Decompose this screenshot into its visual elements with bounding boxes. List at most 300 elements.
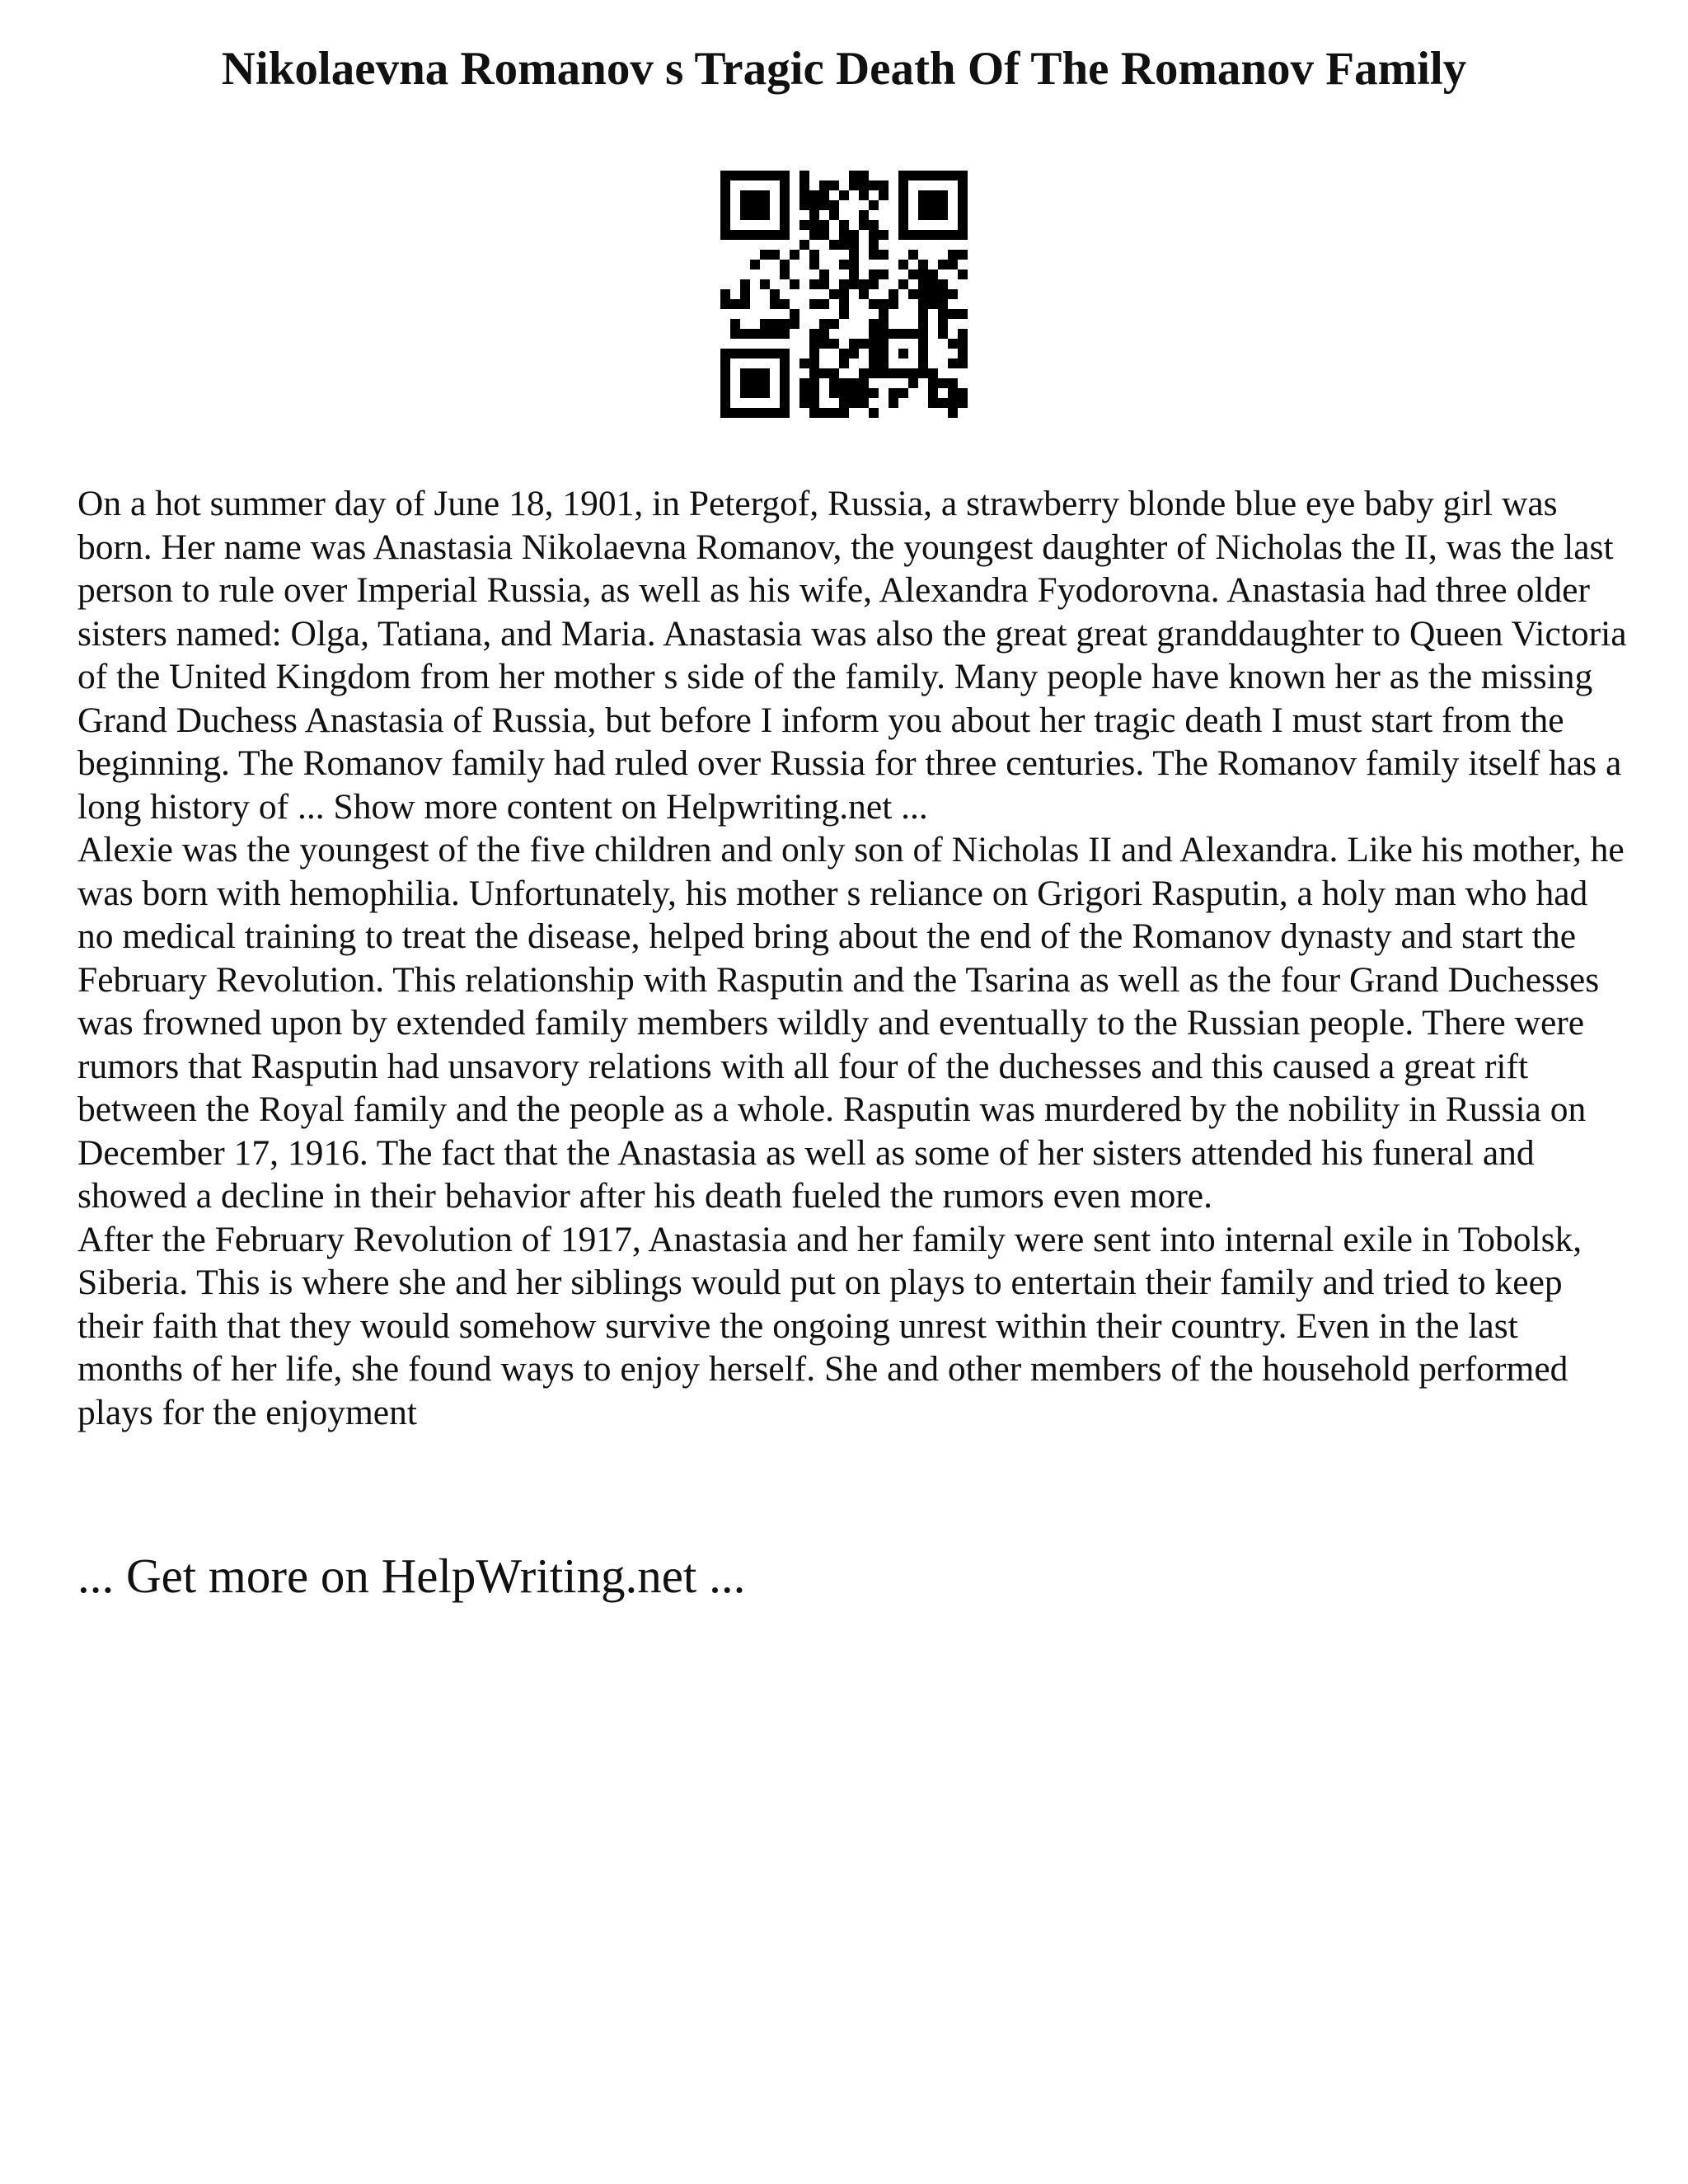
qr-module bbox=[928, 398, 938, 408]
qr-module bbox=[849, 398, 859, 408]
qr-module bbox=[780, 349, 790, 359]
qr-module bbox=[780, 210, 790, 220]
qr-module bbox=[918, 339, 928, 349]
qr-module bbox=[948, 250, 958, 260]
qr-module bbox=[760, 171, 770, 180]
qr-module bbox=[809, 398, 819, 408]
qr-module bbox=[839, 398, 849, 408]
qr-module bbox=[928, 269, 938, 279]
qr-module bbox=[928, 200, 938, 210]
qr-module bbox=[780, 359, 790, 368]
qr-module bbox=[869, 359, 879, 368]
paragraph-3: After the February Revolution of 1917, Anastasia and her family were sent into internal exile in Tobolsk, Siberia. This is where she and her siblings would put on plays to entertain their family and tried to keep their faith that they would somehow survive the ongoing unrest within their country. Even in the last months of her life, she found ways to enjoy herself. She and other members of the household performed plays for the enjoyment bbox=[77, 1219, 1582, 1432]
qr-module bbox=[908, 269, 918, 279]
qr-module bbox=[760, 279, 770, 289]
qr-module bbox=[898, 260, 908, 269]
qr-module bbox=[809, 408, 819, 418]
qr-module bbox=[869, 299, 879, 309]
qr-module bbox=[859, 210, 869, 220]
qr-module bbox=[720, 368, 730, 378]
qr-module bbox=[879, 299, 889, 309]
qr-module bbox=[829, 378, 839, 388]
qr-module bbox=[780, 408, 790, 418]
qr-module bbox=[859, 368, 869, 378]
qr-module bbox=[869, 319, 879, 329]
qr-module bbox=[879, 329, 889, 339]
qr-module bbox=[819, 339, 829, 349]
get-more-link[interactable]: ... Get more on HelpWriting.net ... bbox=[77, 1549, 746, 1603]
qr-module bbox=[928, 378, 938, 388]
qr-module bbox=[780, 388, 790, 398]
qr-module bbox=[809, 299, 819, 309]
qr-module bbox=[898, 279, 908, 289]
qr-module bbox=[958, 349, 968, 359]
qr-module bbox=[809, 368, 819, 378]
qr-module bbox=[948, 408, 958, 418]
qr-module bbox=[898, 230, 908, 240]
qr-module bbox=[750, 260, 760, 269]
qr-module bbox=[849, 180, 859, 190]
qr-module bbox=[780, 329, 790, 339]
qr-module bbox=[819, 329, 829, 339]
qr-module bbox=[869, 200, 879, 210]
qr-module bbox=[770, 171, 780, 180]
qr-module bbox=[809, 279, 819, 289]
qr-module bbox=[958, 200, 968, 210]
qr-module bbox=[928, 210, 938, 220]
qr-module bbox=[720, 378, 730, 388]
qr-module bbox=[938, 289, 948, 299]
qr-module bbox=[720, 210, 730, 220]
qr-module bbox=[740, 171, 750, 180]
qr-module bbox=[859, 339, 869, 349]
qr-module bbox=[879, 359, 889, 368]
qr-module bbox=[809, 339, 819, 349]
qr-module bbox=[859, 190, 869, 200]
qr-module bbox=[780, 230, 790, 240]
qr-module bbox=[819, 180, 829, 190]
qr-module bbox=[928, 368, 938, 378]
qr-module bbox=[760, 329, 770, 339]
qr-module bbox=[799, 378, 809, 388]
qr-module bbox=[750, 408, 760, 418]
qr-module bbox=[809, 329, 819, 339]
qr-module bbox=[918, 349, 928, 359]
qr-module bbox=[928, 190, 938, 200]
qr-module bbox=[849, 378, 859, 388]
qr-module bbox=[720, 171, 730, 180]
qr-module bbox=[908, 230, 918, 240]
qr-module bbox=[829, 368, 839, 378]
qr-module bbox=[869, 220, 879, 230]
qr-module bbox=[898, 210, 908, 220]
qr-module bbox=[889, 388, 898, 398]
qr-module bbox=[809, 388, 819, 398]
qr-module bbox=[879, 230, 889, 240]
qr-module bbox=[869, 279, 879, 289]
qr-module bbox=[869, 329, 879, 339]
qr-module bbox=[799, 180, 809, 190]
qr-module bbox=[958, 190, 968, 200]
qr-module bbox=[928, 279, 938, 289]
qr-module bbox=[918, 368, 928, 378]
qr-module bbox=[839, 388, 849, 398]
qr-module bbox=[829, 339, 839, 349]
qr-module bbox=[938, 230, 948, 240]
qr-module bbox=[780, 180, 790, 190]
qr-module bbox=[839, 230, 849, 240]
qr-module bbox=[938, 398, 948, 408]
qr-module bbox=[720, 349, 730, 359]
qr-module bbox=[948, 339, 958, 349]
qr-module bbox=[829, 388, 839, 398]
qr-code-icon[interactable] bbox=[720, 171, 968, 418]
qr-module bbox=[799, 220, 809, 230]
qr-module bbox=[740, 388, 750, 398]
qr-module bbox=[740, 230, 750, 240]
qr-module bbox=[958, 309, 968, 319]
qr-module bbox=[948, 309, 958, 319]
qr-module bbox=[720, 200, 730, 210]
qr-module bbox=[720, 190, 730, 200]
qr-module bbox=[839, 359, 849, 368]
qr-module bbox=[740, 200, 750, 210]
qr-module bbox=[898, 329, 908, 339]
qr-module bbox=[869, 408, 879, 418]
qr-module bbox=[958, 210, 968, 220]
qr-module bbox=[730, 329, 740, 339]
qr-module bbox=[948, 359, 958, 368]
qr-module bbox=[780, 171, 790, 180]
qr-module bbox=[839, 190, 849, 200]
qr-module bbox=[918, 289, 928, 299]
qr-module bbox=[859, 171, 869, 180]
qr-module bbox=[770, 230, 780, 240]
qr-module bbox=[720, 180, 730, 190]
qr-module bbox=[740, 279, 750, 289]
qr-module bbox=[819, 230, 829, 240]
qr-module bbox=[740, 378, 750, 388]
document-title: Nikolaevna Romanov s Tragic Death Of The Romanov Family bbox=[221, 43, 1467, 95]
qr-module bbox=[750, 329, 760, 339]
qr-module bbox=[799, 200, 809, 210]
qr-module bbox=[839, 309, 849, 319]
qr-module bbox=[750, 378, 760, 388]
qr-module bbox=[879, 319, 889, 329]
qr-module bbox=[839, 349, 849, 359]
qr-module bbox=[898, 368, 908, 378]
qr-module bbox=[859, 289, 869, 299]
qr-module bbox=[770, 349, 780, 359]
qr-module bbox=[918, 329, 928, 339]
qr-module bbox=[760, 230, 770, 240]
qr-module bbox=[730, 319, 740, 329]
qr-module bbox=[889, 329, 898, 339]
qr-module bbox=[958, 220, 968, 230]
qr-module bbox=[849, 388, 859, 398]
qr-module bbox=[898, 200, 908, 210]
qr-module bbox=[889, 398, 898, 408]
qr-module bbox=[819, 269, 829, 279]
qr-module bbox=[770, 250, 780, 260]
qr-module bbox=[760, 408, 770, 418]
qr-module bbox=[780, 260, 790, 269]
qr-module bbox=[720, 220, 730, 230]
qr-module bbox=[740, 368, 750, 378]
qr-module bbox=[790, 250, 799, 260]
qr-module bbox=[819, 190, 829, 200]
qr-module bbox=[889, 299, 898, 309]
qr-module bbox=[839, 299, 849, 309]
qr-module bbox=[740, 289, 750, 299]
qr-module bbox=[730, 408, 740, 418]
qr-module bbox=[780, 319, 790, 329]
qr-module bbox=[948, 388, 958, 398]
qr-module bbox=[720, 230, 730, 240]
qr-module bbox=[760, 210, 770, 220]
qr-module bbox=[780, 200, 790, 210]
qr-module bbox=[918, 260, 928, 269]
qr-module bbox=[809, 359, 819, 368]
qr-module bbox=[908, 378, 918, 388]
qr-module bbox=[730, 349, 740, 359]
qr-module bbox=[938, 190, 948, 200]
qr-module bbox=[849, 260, 859, 269]
qr-module bbox=[809, 200, 819, 210]
qr-module bbox=[780, 220, 790, 230]
qr-module bbox=[898, 388, 908, 398]
paragraph-2: Alexie was the youngest of the five children and only son of Nicholas II and Alexandra. Like his mother, he was born with hemophilia. Unfortunately, his mother s reliance on Grigori Rasputin, a holy man who had no medical training to treat the disease, helped bring about the end of the Romanov dynasty and start the February Revolution. This relationship with Rasputin and the Tsarina as well as the four Grand Duchesses was frowned upon by extended family members wildly and eventually to the Russian people. There were rumors that Rasputin had unsavory relations with all four of the duchesses and this caused a great rift between the Royal family and the people as a whole. Rasputin was murdered by the nobility in Russia on December 17, 1916. The fact that the Anastasia as well as some of her sisters attended his funeral and showed a decline in their behavior after his death fueled the rumors even more. bbox=[77, 830, 1625, 1216]
qr-module bbox=[809, 190, 819, 200]
qr-module bbox=[879, 190, 889, 200]
qr-module bbox=[720, 408, 730, 418]
qr-module bbox=[760, 319, 770, 329]
qr-module bbox=[908, 171, 918, 180]
qr-module bbox=[760, 349, 770, 359]
paragraph-1: On a hot summer day of June 18, 1901, in Petergof, Russia, a strawberry blonde blue eye baby girl was born. Her name was Anastasia Nikolaevna Romanov, the youngest daughter of Nicholas the II, was the last person to rule over Imperial Russia, as well as his wife, Alexandra Fyodorovna. Anastasia had three older sisters named: Olga, Tatiana, and Maria. Anastasia was also the great great granddaughter to Queen Victoria of the United Kingdom from her mother s side of the family. Many people have known her as the missing Grand Duchess Anastasia of Russia, but before I inform you about her tragic death I must start from the beginning. The Romanov family had ruled over Russia for three centuries. The Romanov family itself has a long history of ... Show more content on Helpwriting.net ... bbox=[77, 484, 1627, 827]
qr-module bbox=[958, 339, 968, 349]
qr-module bbox=[849, 230, 859, 240]
qr-module bbox=[938, 210, 948, 220]
qr-module bbox=[879, 368, 889, 378]
qr-module bbox=[819, 408, 829, 418]
qr-module bbox=[958, 359, 968, 368]
qr-module bbox=[879, 349, 889, 359]
qr-module bbox=[938, 319, 948, 329]
qr-module bbox=[849, 349, 859, 359]
qr-module bbox=[780, 299, 790, 309]
qr-module bbox=[730, 171, 740, 180]
qr-module bbox=[879, 309, 889, 319]
qr-module bbox=[859, 388, 869, 398]
qr-module bbox=[958, 388, 968, 398]
qr-module bbox=[958, 171, 968, 180]
qr-module bbox=[770, 408, 780, 418]
qr-module bbox=[770, 299, 780, 309]
qr-module bbox=[799, 190, 809, 200]
qr-module bbox=[948, 398, 958, 408]
qr-module bbox=[760, 200, 770, 210]
qr-module bbox=[869, 269, 879, 279]
qr-module bbox=[750, 190, 760, 200]
qr-module bbox=[869, 339, 879, 349]
qr-module bbox=[898, 349, 908, 359]
qr-module bbox=[908, 368, 918, 378]
qr-module bbox=[760, 190, 770, 200]
qr-module bbox=[829, 210, 839, 220]
qr-module bbox=[859, 398, 869, 408]
qr-module bbox=[819, 319, 829, 329]
qr-module bbox=[819, 368, 829, 378]
qr-module bbox=[750, 230, 760, 240]
qr-module bbox=[928, 388, 938, 398]
qr-module bbox=[770, 329, 780, 339]
qr-module bbox=[948, 260, 958, 269]
qr-module bbox=[948, 230, 958, 240]
qr-module bbox=[829, 180, 839, 190]
qr-module bbox=[928, 289, 938, 299]
qr-module bbox=[799, 171, 809, 180]
qr-module bbox=[898, 190, 908, 200]
qr-module bbox=[879, 269, 889, 279]
qr-module bbox=[859, 180, 869, 190]
qr-module bbox=[750, 388, 760, 398]
qr-module bbox=[918, 200, 928, 210]
qr-module bbox=[849, 339, 859, 349]
qr-module bbox=[869, 240, 879, 250]
qr-module bbox=[839, 289, 849, 299]
qr-module bbox=[918, 269, 928, 279]
qr-module bbox=[809, 260, 819, 269]
qr-module bbox=[790, 279, 799, 289]
qr-module bbox=[780, 378, 790, 388]
qr-module bbox=[938, 299, 948, 309]
qr-module bbox=[938, 171, 948, 180]
qr-module bbox=[908, 329, 918, 339]
article-body bbox=[77, 482, 1627, 1434]
qr-module bbox=[938, 200, 948, 210]
qr-module bbox=[839, 279, 849, 289]
qr-module bbox=[809, 210, 819, 220]
qr-module bbox=[849, 279, 859, 289]
qr-module bbox=[740, 349, 750, 359]
qr-module bbox=[750, 171, 760, 180]
qr-module bbox=[928, 171, 938, 180]
qr-module bbox=[790, 319, 799, 329]
qr-module bbox=[819, 279, 829, 289]
qr-module bbox=[809, 349, 819, 359]
qr-module bbox=[918, 190, 928, 200]
qr-module bbox=[918, 319, 928, 329]
qr-module bbox=[958, 269, 968, 279]
qr-module bbox=[918, 171, 928, 180]
qr-module bbox=[770, 319, 780, 329]
qr-module bbox=[869, 180, 879, 190]
qr-module bbox=[720, 398, 730, 408]
qr-module bbox=[740, 329, 750, 339]
qr-module bbox=[720, 289, 730, 299]
qr-module bbox=[799, 359, 809, 368]
qr-module bbox=[740, 210, 750, 220]
qr-module bbox=[918, 309, 928, 319]
qr-module bbox=[859, 378, 869, 388]
qr-module bbox=[918, 299, 928, 309]
qr-module bbox=[839, 378, 849, 388]
qr-code-graphic bbox=[720, 171, 968, 418]
qr-module bbox=[780, 368, 790, 378]
qr-module bbox=[849, 250, 859, 260]
qr-module bbox=[938, 378, 948, 388]
qr-module bbox=[760, 378, 770, 388]
qr-module bbox=[869, 388, 879, 398]
qr-module bbox=[849, 240, 859, 250]
qr-module bbox=[958, 398, 968, 408]
qr-module bbox=[879, 339, 889, 349]
qr-module bbox=[869, 368, 879, 378]
qr-module bbox=[740, 190, 750, 200]
qr-module bbox=[948, 289, 958, 299]
qr-module bbox=[889, 289, 898, 299]
qr-module bbox=[720, 388, 730, 398]
qr-module bbox=[948, 378, 958, 388]
qr-module bbox=[918, 230, 928, 240]
qr-module bbox=[928, 299, 938, 309]
qr-module bbox=[790, 309, 799, 319]
qr-module bbox=[869, 349, 879, 359]
qr-module bbox=[809, 220, 819, 230]
qr-module bbox=[720, 299, 730, 309]
qr-module bbox=[879, 250, 889, 260]
qr-module bbox=[809, 230, 819, 240]
qr-module bbox=[799, 398, 809, 408]
qr-module bbox=[720, 359, 730, 368]
qr-module bbox=[770, 289, 780, 299]
qr-module bbox=[869, 230, 879, 240]
qr-module bbox=[898, 171, 908, 180]
qr-module bbox=[948, 171, 958, 180]
qr-module bbox=[958, 230, 968, 240]
qr-module bbox=[829, 319, 839, 329]
qr-module bbox=[799, 240, 809, 250]
qr-module bbox=[859, 220, 869, 230]
qr-module bbox=[809, 250, 819, 260]
qr-module bbox=[730, 230, 740, 240]
qr-module bbox=[849, 171, 859, 180]
qr-module bbox=[819, 299, 829, 309]
qr-module bbox=[760, 250, 770, 260]
qr-module bbox=[829, 408, 839, 418]
qr-module bbox=[750, 368, 760, 378]
qr-module bbox=[958, 250, 968, 260]
qr-module bbox=[829, 289, 839, 299]
qr-module bbox=[829, 200, 839, 210]
qr-module bbox=[730, 299, 740, 309]
qr-module bbox=[938, 309, 948, 319]
qr-module bbox=[869, 250, 879, 260]
qr-module bbox=[859, 279, 869, 289]
qr-module bbox=[958, 329, 968, 339]
qr-module bbox=[849, 269, 859, 279]
qr-module bbox=[750, 349, 760, 359]
qr-module bbox=[839, 220, 849, 230]
qr-module bbox=[928, 230, 938, 240]
qr-module bbox=[889, 368, 898, 378]
qr-module bbox=[898, 180, 908, 190]
qr-module bbox=[908, 250, 918, 260]
qr-module bbox=[918, 359, 928, 368]
qr-module bbox=[958, 180, 968, 190]
qr-module bbox=[918, 279, 928, 289]
